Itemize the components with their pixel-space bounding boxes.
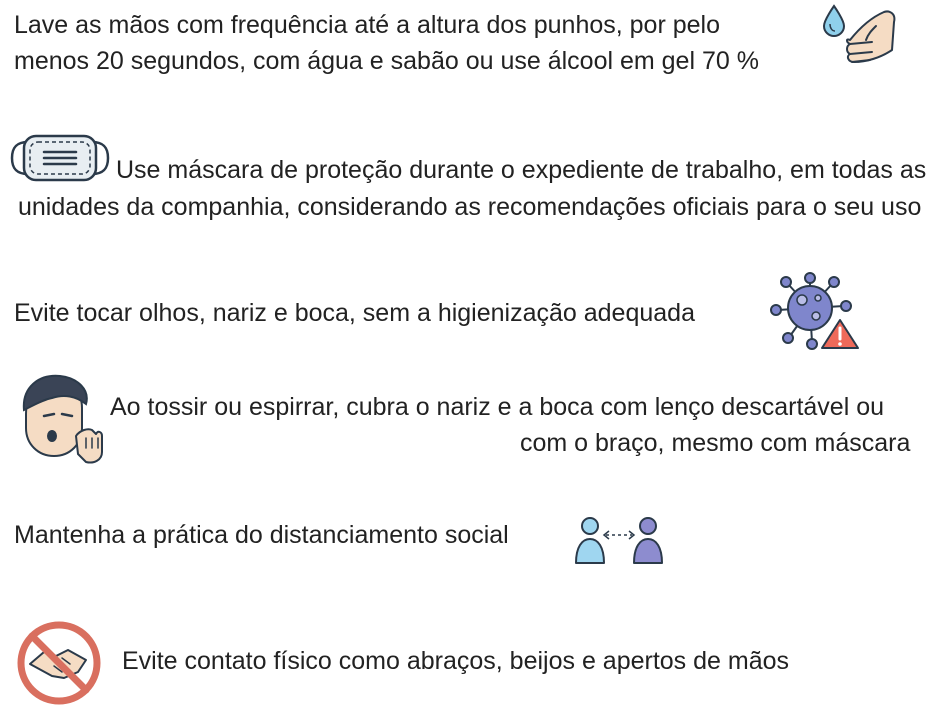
instruction-avoid-physical-contact: Evite contato físico como abraços, beijos e apertos de mãos: [122, 647, 790, 675]
instruction-cough-line-2: com o braço, mesmo com máscara: [520, 429, 911, 457]
social-distance-icon: [574, 515, 664, 565]
instruction-mask-line-2: unidades da companhia, considerando as recomendações oficiais para o seu uso: [18, 193, 922, 221]
virus-warning-icon: [768, 270, 864, 352]
instruction-mask-line-1: Use máscara de proteção durante o expediente de trabalho, em todas as: [116, 156, 927, 184]
no-handshake-icon: [16, 620, 102, 706]
instruction-cough-line-1: Ao tossir ou espirrar, cubra o nariz e a boca com lenço descartável ou: [110, 393, 885, 421]
instruction-avoid-touching-face: Evite tocar olhos, nariz e boca, sem a higienização adequada: [14, 299, 695, 327]
instruction-wash-hands-line-1: Lave as mãos com frequência até a altura dos punhos, por pelo: [14, 11, 720, 39]
coughing-person-icon: [16, 374, 106, 464]
hand-washing-icon: [820, 0, 900, 72]
face-mask-icon: [10, 134, 110, 182]
instruction-social-distance: Mantenha a prática do distanciamento social: [14, 521, 509, 549]
instruction-wash-hands-line-2: menos 20 segundos, com água e sabão ou use álcool em gel 70 %: [14, 47, 759, 75]
